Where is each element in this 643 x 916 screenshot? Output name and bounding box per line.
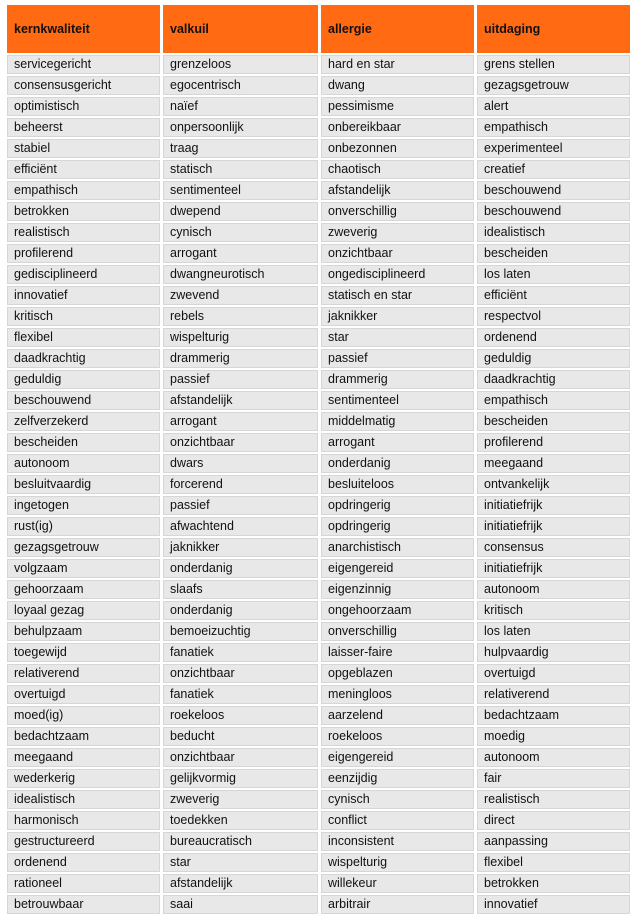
table-row [7, 811, 630, 830]
table-row [7, 265, 630, 284]
cell-allergie: opgeblazen [321, 664, 474, 683]
table-row [7, 160, 630, 179]
cell-allergie: anarchistisch [321, 538, 474, 557]
cell-uitdaging: bescheiden [477, 412, 630, 431]
cell-uitdaging: creatief [477, 160, 630, 179]
cell-kernkwaliteit: betrokken [7, 202, 160, 221]
cell-kernkwaliteit: gestructureerd [7, 832, 160, 851]
cell-allergie: dwang [321, 76, 474, 95]
cell-uitdaging: kritisch [477, 601, 630, 620]
cell-allergie: meningloos [321, 685, 474, 704]
table-row [7, 286, 630, 305]
cell-kernkwaliteit: kritisch [7, 307, 160, 326]
cell-allergie: pessimisme [321, 97, 474, 116]
cell-kernkwaliteit: realistisch [7, 223, 160, 242]
table-row [7, 496, 630, 515]
cell-valkuil: jaknikker [163, 538, 318, 557]
table-row [7, 790, 630, 809]
cell-kernkwaliteit: behulpzaam [7, 622, 160, 641]
cell-allergie: aarzelend [321, 706, 474, 725]
cell-allergie: onverschillig [321, 202, 474, 221]
cell-uitdaging: alert [477, 97, 630, 116]
cell-uitdaging: relativerend [477, 685, 630, 704]
table-row [7, 139, 630, 158]
cell-valkuil: grenzeloos [163, 55, 318, 74]
cell-allergie: ongehoorzaam [321, 601, 474, 620]
cell-kernkwaliteit: zelfverzekerd [7, 412, 160, 431]
cell-uitdaging: bescheiden [477, 244, 630, 263]
cell-valkuil: onpersoonlijk [163, 118, 318, 137]
cell-valkuil: afstandelijk [163, 874, 318, 893]
cell-kernkwaliteit: moed(ig) [7, 706, 160, 725]
cell-kernkwaliteit: ingetogen [7, 496, 160, 515]
cell-kernkwaliteit: besluitvaardig [7, 475, 160, 494]
cell-allergie: afstandelijk [321, 181, 474, 200]
cell-kernkwaliteit: flexibel [7, 328, 160, 347]
table-row [7, 433, 630, 452]
cell-kernkwaliteit: gehoorzaam [7, 580, 160, 599]
table-row [7, 181, 630, 200]
table-row [7, 685, 630, 704]
cell-valkuil: onzichtbaar [163, 664, 318, 683]
table-row [7, 748, 630, 767]
table-row [7, 769, 630, 788]
cell-valkuil: afstandelijk [163, 391, 318, 410]
cell-kernkwaliteit: beschouwend [7, 391, 160, 410]
cell-uitdaging: hulpvaardig [477, 643, 630, 662]
table-row [7, 328, 630, 347]
cell-kernkwaliteit: stabiel [7, 139, 160, 158]
table-row [7, 244, 630, 263]
cell-kernkwaliteit: meegaand [7, 748, 160, 767]
table-body [7, 55, 630, 914]
cell-uitdaging: gezagsgetrouw [477, 76, 630, 95]
cell-allergie: onverschillig [321, 622, 474, 641]
cell-uitdaging: geduldig [477, 349, 630, 368]
cell-valkuil: forcerend [163, 475, 318, 494]
header-valkuil: valkuil [163, 5, 318, 53]
cell-valkuil: fanatiek [163, 685, 318, 704]
cell-kernkwaliteit: betrouwbaar [7, 895, 160, 914]
cell-allergie: eenzijdig [321, 769, 474, 788]
cell-uitdaging: idealistisch [477, 223, 630, 242]
cell-allergie: eigenzinnig [321, 580, 474, 599]
cell-valkuil: drammerig [163, 349, 318, 368]
cell-uitdaging: autonoom [477, 580, 630, 599]
cell-uitdaging: ontvankelijk [477, 475, 630, 494]
cell-allergie: chaotisch [321, 160, 474, 179]
cell-uitdaging: overtuigd [477, 664, 630, 683]
cell-valkuil: beducht [163, 727, 318, 746]
cell-kernkwaliteit: beheerst [7, 118, 160, 137]
cell-kernkwaliteit: bedachtzaam [7, 727, 160, 746]
cell-kernkwaliteit: rationeel [7, 874, 160, 893]
cell-valkuil: fanatiek [163, 643, 318, 662]
cell-kernkwaliteit: rust(ig) [7, 517, 160, 536]
cell-uitdaging: autonoom [477, 748, 630, 767]
table-row [7, 832, 630, 851]
cell-uitdaging: direct [477, 811, 630, 830]
cell-allergie: statisch en star [321, 286, 474, 305]
cell-uitdaging: grens stellen [477, 55, 630, 74]
table-row [7, 391, 630, 410]
table-row [7, 727, 630, 746]
cell-uitdaging: ordenend [477, 328, 630, 347]
cell-allergie: drammerig [321, 370, 474, 389]
cell-allergie: inconsistent [321, 832, 474, 851]
cell-kernkwaliteit: harmonisch [7, 811, 160, 830]
cell-kernkwaliteit: empathisch [7, 181, 160, 200]
cell-allergie: onzichtbaar [321, 244, 474, 263]
cell-valkuil: dwepend [163, 202, 318, 221]
cell-allergie: hard en star [321, 55, 474, 74]
cell-valkuil: bureaucratisch [163, 832, 318, 851]
cell-allergie: star [321, 328, 474, 347]
cell-uitdaging: experimenteel [477, 139, 630, 158]
cell-kernkwaliteit: wederkerig [7, 769, 160, 788]
cell-valkuil: zweverig [163, 790, 318, 809]
table-row [7, 517, 630, 536]
table-row [7, 97, 630, 116]
cell-allergie: laisser-faire [321, 643, 474, 662]
table-row [7, 412, 630, 431]
cell-allergie: eigengereid [321, 748, 474, 767]
table-row [7, 223, 630, 242]
cell-allergie: roekeloos [321, 727, 474, 746]
cell-valkuil: traag [163, 139, 318, 158]
cell-uitdaging: empathisch [477, 391, 630, 410]
cell-kernkwaliteit: efficiënt [7, 160, 160, 179]
cell-valkuil: passief [163, 370, 318, 389]
cell-uitdaging: bedachtzaam [477, 706, 630, 725]
cell-allergie: wispelturig [321, 853, 474, 872]
cell-valkuil: arrogant [163, 412, 318, 431]
cell-uitdaging: initiatiefrijk [477, 496, 630, 515]
cell-kernkwaliteit: autonoom [7, 454, 160, 473]
cell-allergie: conflict [321, 811, 474, 830]
table-row [7, 895, 630, 914]
cell-valkuil: gelijkvormig [163, 769, 318, 788]
cell-valkuil: toedekken [163, 811, 318, 830]
cell-allergie: onderdanig [321, 454, 474, 473]
table-row [7, 475, 630, 494]
cell-uitdaging: meegaand [477, 454, 630, 473]
cell-valkuil: sentimenteel [163, 181, 318, 200]
cell-kernkwaliteit: idealistisch [7, 790, 160, 809]
cell-kernkwaliteit: relativerend [7, 664, 160, 683]
cell-kernkwaliteit: geduldig [7, 370, 160, 389]
cell-allergie: jaknikker [321, 307, 474, 326]
table-row [7, 55, 630, 74]
cell-kernkwaliteit: servicegericht [7, 55, 160, 74]
cell-valkuil: bemoeizuchtig [163, 622, 318, 641]
table-row [7, 622, 630, 641]
cell-uitdaging: beschouwend [477, 181, 630, 200]
table-row [7, 118, 630, 137]
cell-allergie: willekeur [321, 874, 474, 893]
table-row [7, 706, 630, 725]
table-row [7, 664, 630, 683]
cell-uitdaging: empathisch [477, 118, 630, 137]
table-row [7, 202, 630, 221]
table-row [7, 643, 630, 662]
cell-uitdaging: respectvol [477, 307, 630, 326]
cell-kernkwaliteit: daadkrachtig [7, 349, 160, 368]
cell-allergie: ongedisciplineerd [321, 265, 474, 284]
table-row [7, 580, 630, 599]
cell-kernkwaliteit: toegewijd [7, 643, 160, 662]
cell-uitdaging: daadkrachtig [477, 370, 630, 389]
cell-valkuil: saai [163, 895, 318, 914]
cell-valkuil: cynisch [163, 223, 318, 242]
cell-allergie: onbereikbaar [321, 118, 474, 137]
cell-allergie: cynisch [321, 790, 474, 809]
cell-valkuil: afwachtend [163, 517, 318, 536]
cell-valkuil: roekeloos [163, 706, 318, 725]
cell-valkuil: star [163, 853, 318, 872]
cell-allergie: sentimenteel [321, 391, 474, 410]
header-kernkwaliteit: kernkwaliteit [7, 5, 160, 53]
cell-valkuil: wispelturig [163, 328, 318, 347]
cell-allergie: zweverig [321, 223, 474, 242]
cell-valkuil: dwangneurotisch [163, 265, 318, 284]
header-allergie: allergie [321, 5, 474, 53]
core-qualities-table [4, 3, 633, 916]
cell-kernkwaliteit: overtuigd [7, 685, 160, 704]
cell-allergie: onbezonnen [321, 139, 474, 158]
cell-uitdaging: initiatiefrijk [477, 517, 630, 536]
table-row [7, 559, 630, 578]
table-row [7, 307, 630, 326]
cell-kernkwaliteit: gedisciplineerd [7, 265, 160, 284]
cell-allergie: passief [321, 349, 474, 368]
cell-uitdaging: beschouwend [477, 202, 630, 221]
cell-kernkwaliteit: volgzaam [7, 559, 160, 578]
table-row [7, 874, 630, 893]
cell-kernkwaliteit: optimistisch [7, 97, 160, 116]
table-row [7, 349, 630, 368]
cell-kernkwaliteit: consensusgericht [7, 76, 160, 95]
cell-valkuil: rebels [163, 307, 318, 326]
cell-uitdaging: initiatiefrijk [477, 559, 630, 578]
cell-valkuil: dwars [163, 454, 318, 473]
cell-valkuil: statisch [163, 160, 318, 179]
cell-allergie: arbitrair [321, 895, 474, 914]
cell-uitdaging: consensus [477, 538, 630, 557]
cell-uitdaging: aanpassing [477, 832, 630, 851]
header-uitdaging: uitdaging [477, 5, 630, 53]
table-row [7, 538, 630, 557]
table-row [7, 853, 630, 872]
cell-kernkwaliteit: bescheiden [7, 433, 160, 452]
table-row [7, 76, 630, 95]
cell-allergie: middelmatig [321, 412, 474, 431]
cell-allergie: eigengereid [321, 559, 474, 578]
cell-uitdaging: profilerend [477, 433, 630, 452]
cell-uitdaging: efficiënt [477, 286, 630, 305]
cell-kernkwaliteit: ordenend [7, 853, 160, 872]
cell-uitdaging: realistisch [477, 790, 630, 809]
table-row [7, 370, 630, 389]
cell-kernkwaliteit: loyaal gezag [7, 601, 160, 620]
cell-uitdaging: innovatief [477, 895, 630, 914]
cell-allergie: arrogant [321, 433, 474, 452]
cell-kernkwaliteit: profilerend [7, 244, 160, 263]
cell-valkuil: onzichtbaar [163, 433, 318, 452]
cell-valkuil: egocentrisch [163, 76, 318, 95]
cell-kernkwaliteit: gezagsgetrouw [7, 538, 160, 557]
cell-valkuil: arrogant [163, 244, 318, 263]
cell-uitdaging: moedig [477, 727, 630, 746]
cell-valkuil: slaafs [163, 580, 318, 599]
core-qualities-table-wrapper [4, 3, 633, 916]
cell-uitdaging: los laten [477, 622, 630, 641]
cell-uitdaging: betrokken [477, 874, 630, 893]
cell-valkuil: passief [163, 496, 318, 515]
cell-uitdaging: fair [477, 769, 630, 788]
cell-allergie: opdringerig [321, 517, 474, 536]
cell-uitdaging: flexibel [477, 853, 630, 872]
cell-allergie: besluiteloos [321, 475, 474, 494]
cell-valkuil: onderdanig [163, 559, 318, 578]
table-row [7, 601, 630, 620]
header-row [7, 5, 630, 53]
cell-uitdaging: los laten [477, 265, 630, 284]
cell-valkuil: onderdanig [163, 601, 318, 620]
cell-valkuil: zwevend [163, 286, 318, 305]
cell-kernkwaliteit: innovatief [7, 286, 160, 305]
cell-allergie: opdringerig [321, 496, 474, 515]
cell-valkuil: onzichtbaar [163, 748, 318, 767]
cell-valkuil: naïef [163, 97, 318, 116]
table-row [7, 454, 630, 473]
